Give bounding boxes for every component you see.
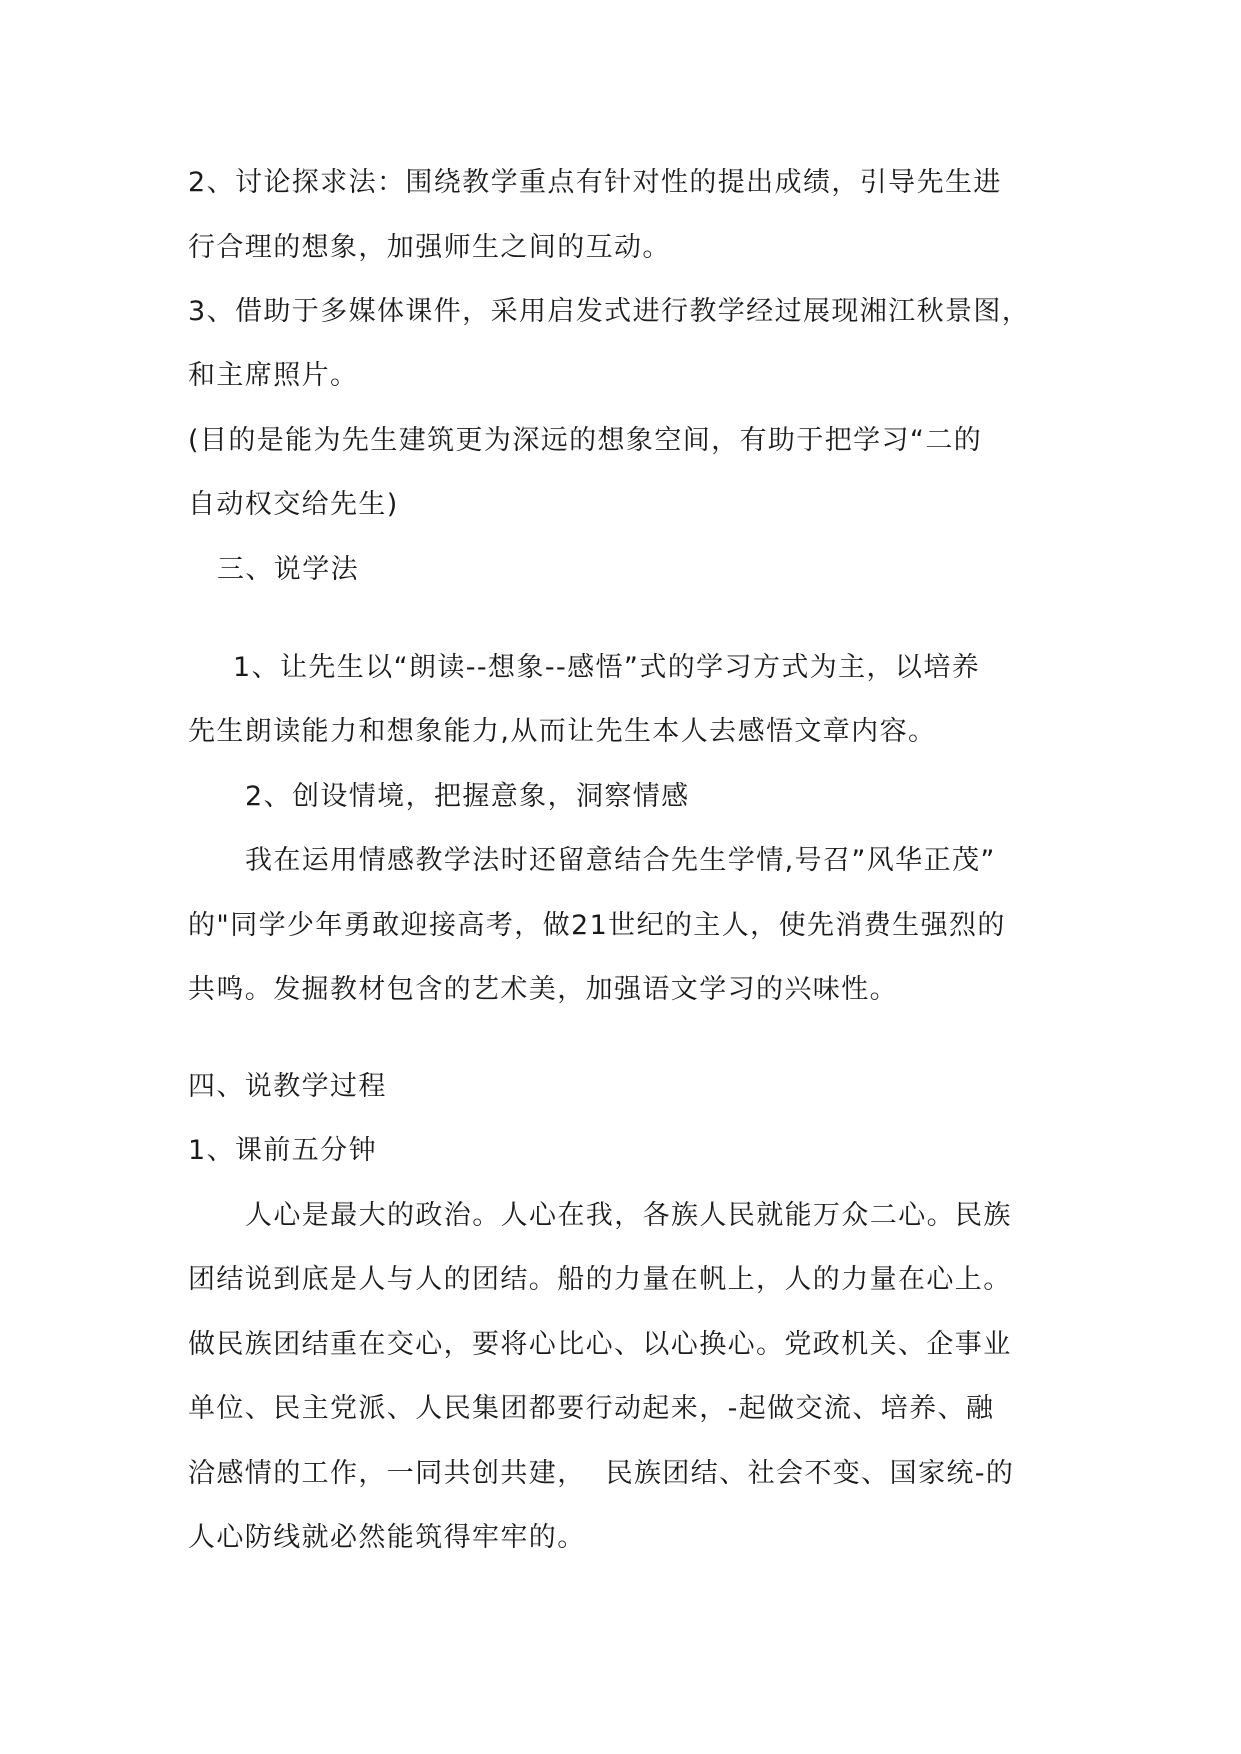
paragraph-line: 1、让先生以“朗读--想象--感悟”式的学习方式为主，以培养	[233, 652, 981, 683]
paragraph-line: 洽感情的工作，一同共创共建， 民族团结、社会不变、国家统-的	[188, 1458, 1015, 1489]
subsection-heading: 1、课前五分钟	[188, 1135, 377, 1166]
paragraph-line: 和主席照片。	[188, 360, 359, 391]
paragraph-line: 行合理的想象，加强师生之间的互动。	[188, 232, 671, 263]
paragraph-line: 2、创设情境，把握意象，洞察情感	[245, 781, 690, 812]
paragraph-line: 先生朗读能力和想象能力,从而让先生本人去感悟文章内容。	[188, 716, 937, 747]
paragraph-line: 3、借助于多媒体课件，采用启发式进行教学经过展现湘江秋景图，	[188, 296, 1031, 327]
paragraph-line: 做民族团结重在交心，要将心比心、以心换心。党政机关、企事业	[188, 1329, 1012, 1360]
section-heading: 三、说学法	[217, 554, 359, 585]
paragraph-line: 人心防线就必然能筑得牢牢的。	[188, 1522, 586, 1553]
paragraph-line: 团结说到底是人与人的团结。船的力量在帆上，人的力量在心上。	[188, 1264, 1012, 1295]
paragraph-line: 共鸣。发掘教材包含的艺术美，加强语文学习的兴味性。	[188, 974, 898, 1005]
section-heading: 四、说教学过程	[188, 1071, 387, 1102]
paragraph-line: 2、讨论探求法：围绕教学重点有针对性的提出成绩，引导先生进	[188, 167, 1002, 198]
paragraph-line: (目的是能为先生建筑更为深远的想象空间，有助于把学习“二的	[188, 425, 983, 456]
paragraph-line: 单位、民主党派、人民集团都要行动起来，-起做交流、培养、融	[188, 1393, 995, 1424]
paragraph-line: 我在运用情感教学法时还留意结合先生学情,号召”风华正茂”	[245, 845, 996, 876]
paragraph-line: 人心是最大的政治。人心在我，各族人民就能万众二心。民族	[245, 1200, 1012, 1231]
paragraph-line: 自动权交给先生)	[188, 489, 399, 520]
paragraph-line: 的"同学少年勇敢迎接高考，做21世纪的主人，使先消费生强烈的	[188, 910, 1006, 941]
